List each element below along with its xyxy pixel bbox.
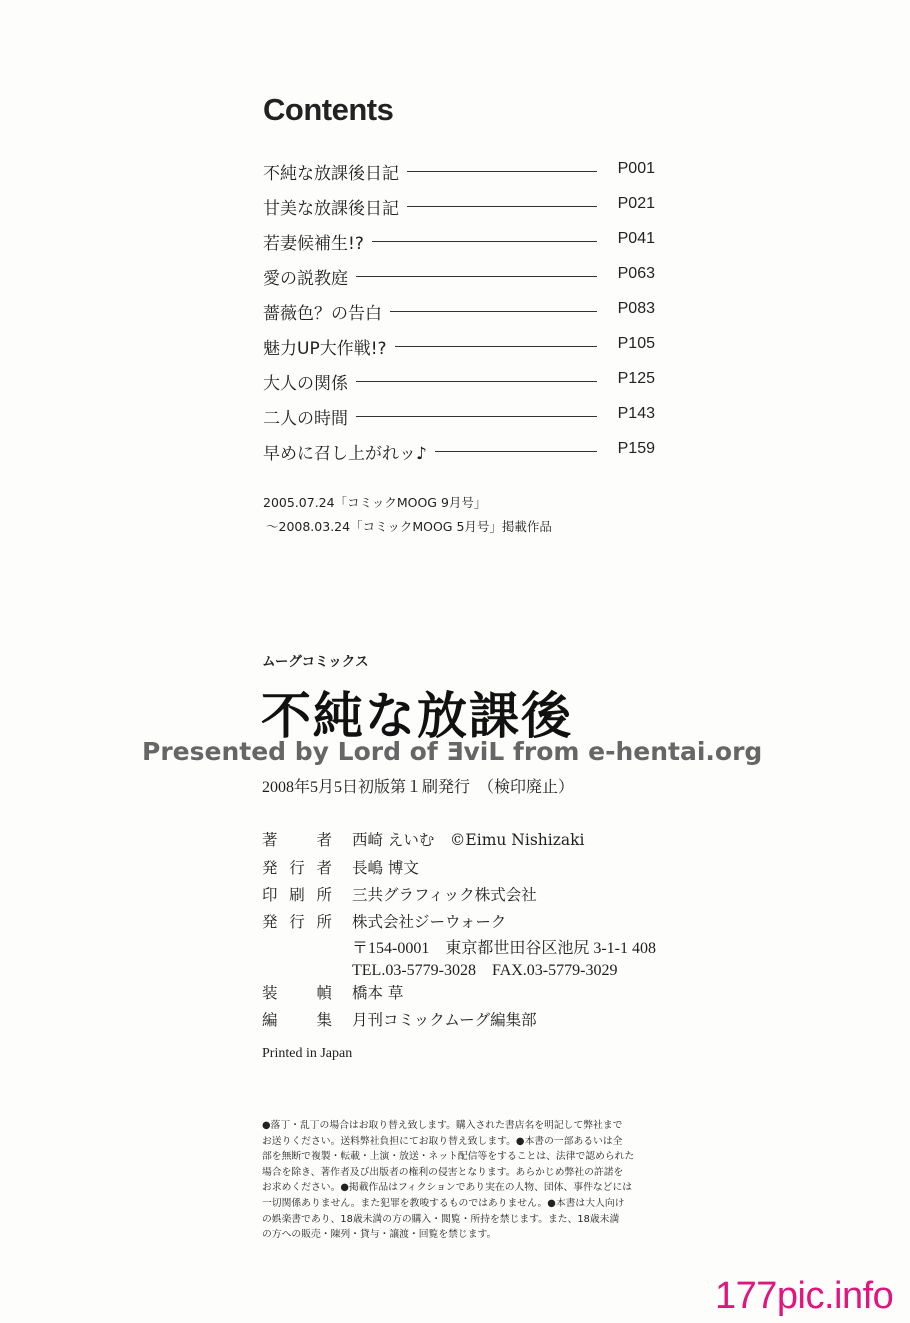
legal-notice — [262, 1118, 662, 1243]
toc-entry-title: 不純な放課後日記 — [263, 159, 407, 184]
toc-entry-page: P083 — [617, 300, 655, 317]
toc-entry-title: 薔薇色？の告白 — [263, 299, 390, 324]
author-value: 西崎 えいむ ©Eimu Nishizaki — [352, 831, 585, 849]
toc-entry — [263, 439, 655, 463]
toc-entry — [263, 369, 655, 393]
printer-label: 印刷所 — [262, 886, 332, 904]
notice-line: の方への販売・陳列・貸与・譲渡・回覧を禁じます。 — [262, 1229, 497, 1241]
toc-entry-page: P105 — [617, 335, 655, 352]
edition-line: 2008年5月5日初版第１刷発行 （検印廃止） — [262, 779, 575, 796]
toc-entry — [263, 159, 655, 183]
book-title: 不純な放課後 — [261, 686, 573, 745]
toc-entry-title: 甘美な放課後日記 — [263, 194, 407, 219]
toc-entry-page: P041 — [617, 230, 655, 247]
toc-entry-title: 早めに召し上がれッ♪ — [263, 439, 435, 464]
toc-entry — [263, 194, 655, 218]
notice-line: 場合を除き、著作者及び出版者の権利の侵害となります。あらかじめ弊社の許諾を — [262, 1166, 624, 1178]
toc-entry — [263, 404, 655, 428]
toc-entry-page: P001 — [617, 160, 655, 177]
design-value: 橋本 草 — [352, 984, 404, 1002]
toc-entry — [263, 334, 655, 358]
toc-entry-title: 愛の説教庭 — [263, 264, 356, 289]
toc-entry-page: P125 — [617, 370, 655, 387]
presenter-watermark: Presented by Lord of ƎviL from e-hentai.org — [142, 737, 763, 766]
publishing-house-label: 発行所 — [262, 913, 332, 931]
toc-entry-page: P021 — [617, 195, 655, 212]
publisher-label: 発行者 — [262, 859, 332, 877]
printed-in: Printed in Japan — [262, 1046, 353, 1061]
site-watermark: 177pic.info — [715, 1275, 894, 1317]
toc-entry-page: P159 — [617, 440, 655, 457]
toc-entry-page: P063 — [617, 265, 655, 282]
phone-fax: TEL.03-5779-3028 FAX.03-5779-3029 — [352, 962, 618, 979]
author-label: 著 者 — [262, 831, 332, 849]
publishing-house-value: 株式会社ジーウォーク — [352, 913, 507, 931]
toc-entry-title: 若妻候補生!? — [263, 229, 372, 254]
notice-line: の娯楽書であり、18歳未満の方の購入・閲覧・所持を禁じます。また、18歳未満 — [262, 1213, 620, 1225]
toc-entry-title: 大人の関係 — [263, 369, 356, 394]
toc-entry — [263, 299, 655, 323]
imprint-label: ムーグコミックス — [262, 654, 369, 670]
contents-heading: Contents — [263, 92, 394, 127]
notice-line: ●落丁・乱丁の場合はお取り替え致します。購入された書店名を明記して弊社まで — [262, 1120, 623, 1131]
toc-entry-title: 魅力UP大作戦!? — [263, 334, 395, 359]
notice-line: お送りください。送料弊社負担にてお取り替え致します。●本書の一部あるいは全 — [262, 1135, 623, 1147]
toc-entry-title: 二人の時間 — [263, 404, 356, 429]
serialization-line-1: 2005.07.24「コミックMOOG 9月号」 — [263, 495, 487, 510]
toc-entry — [263, 229, 655, 253]
notice-line: 部を無断で複製・転載・上演・放送・ネット配信等をすることは、法律で認められた — [262, 1151, 635, 1163]
design-label: 装 幀 — [262, 984, 332, 1002]
toc-entry — [263, 264, 655, 288]
notice-line: お求めください。●掲載作品はフィクションであり実在の人物、団体、事件などには — [262, 1182, 633, 1194]
toc-entry-page: P143 — [617, 405, 655, 422]
address: 〒154-0001 東京都世田谷区池尻 3-1-1 408 — [352, 940, 656, 957]
editor-label: 編 集 — [262, 1011, 332, 1029]
editor-value: 月刊コミックムーグ編集部 — [352, 1011, 537, 1029]
notice-line: 一切関係ありません。また犯罪を教唆するものではありません。●本書は大人向け — [262, 1197, 625, 1209]
publisher-value: 長嶋 博文 — [352, 859, 419, 877]
printer-value: 三共グラフィック株式会社 — [352, 886, 537, 904]
serialization-line-2: ～2008.03.24「コミックMOOG 5月号」掲載作品 — [266, 519, 552, 534]
